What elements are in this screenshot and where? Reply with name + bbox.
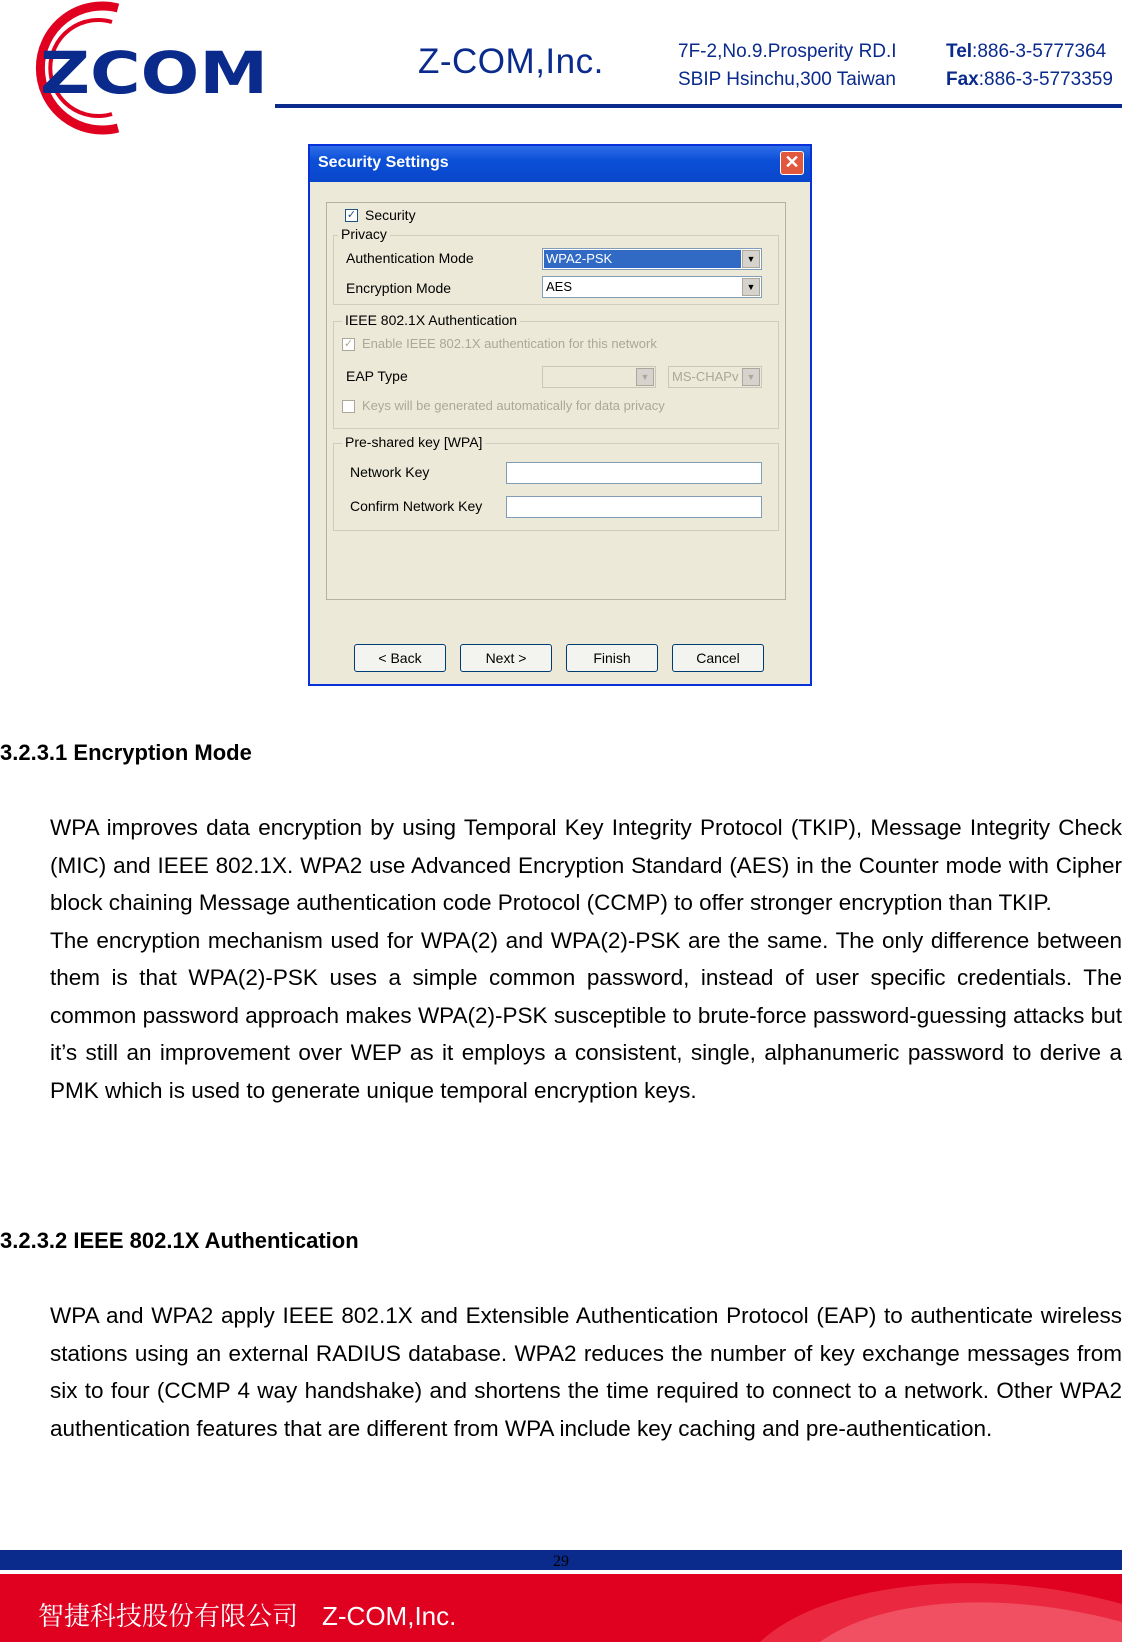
confirm-key-input[interactable] [506, 496, 762, 518]
tel-value: :886-3-5777364 [972, 41, 1107, 62]
settings-panel [326, 202, 786, 600]
eap-inner-select[interactable] [668, 366, 762, 388]
footer-company [38, 1596, 456, 1633]
auth-mode-value: WPA2-PSK [544, 250, 741, 268]
enable-ieee-label: Enable IEEE 802.1X authentication for this network [362, 336, 657, 351]
section-heading-ieee-auth: 3.2.3.2 IEEE 802.1X Authentication [0, 1228, 359, 1253]
address-line-2: SBIP Hsinchu,300 Taiwan [678, 69, 896, 90]
keys-auto-label: Keys will be generated automatically for data privacy [362, 398, 665, 413]
finish-button[interactable]: Finish [566, 644, 658, 672]
paragraph: WPA and WPA2 apply IEEE 802.1X and Extensible Authentication Protocol (EAP) to authenticate wireless stations using an external RADIUS database. WPA2 reduces the number of key exchange messages from six to four (CCMP 4 way handshake) and shortens the time required to connect to a network. Other WPA2 authentication features that are different from WPA include key caching and pre-authentication. [50, 1303, 1122, 1441]
paragraph: WPA improves data encryption by using Temporal Key Integrity Protocol (TKIP), Message Integrity Check (MIC) and IEEE 802.1X. WPA2 use Advanced Encryption Standard (AES) in the Counter mode with Cipher block chaining Message authentication code Protocol (CCMP) to offer stronger encryption than TKIP. [50, 815, 1122, 915]
footer-company-cn: 智捷科技股份有限公司 [38, 1601, 299, 1631]
header-address [678, 38, 897, 94]
psk-group [333, 434, 779, 531]
ieee-group [333, 312, 779, 429]
chevron-down-icon: ▼ [742, 250, 760, 268]
paragraph: The encryption mechanism used for WPA(2) and WPA(2)-PSK are the same. The only difference between them is that WPA(2)-PSK uses a simple common password, instead of user specific credentials. The common password approach makes WPA(2)-PSK susceptible to brute-force password-guessing attacks but it’s still an improvement over WEP as it employs a consistent, single, alphanumeric password to derive a PMK which is used to generate unique temporal encryption keys. [50, 927, 1122, 1103]
section-heading-encryption-mode: 3.2.3.1 Encryption Mode [0, 740, 252, 765]
next-button[interactable]: Next > [460, 644, 552, 672]
enc-mode-select[interactable] [542, 276, 762, 298]
auth-mode-label: Authentication Mode [346, 250, 474, 266]
ieee-title: IEEE 802.1X Authentication [342, 312, 520, 328]
network-key-input[interactable] [506, 462, 762, 484]
header-company-name: Z-COM,Inc. [418, 42, 604, 81]
enc-mode-label: Encryption Mode [346, 280, 452, 296]
page-number: 29 [553, 1553, 569, 1570]
keys-auto-checkbox[interactable] [342, 400, 355, 413]
back-button[interactable]: < Back [354, 644, 446, 672]
eap-type-label: EAP Type [346, 368, 408, 384]
chevron-down-icon: ▼ [742, 368, 760, 386]
cancel-button[interactable]: Cancel [672, 644, 764, 672]
close-icon[interactable]: ✕ [780, 151, 804, 175]
footer-company-en: Z-COM,Inc. [322, 1601, 457, 1631]
security-checkbox[interactable]: ✓ [346, 209, 357, 221]
address-line-1: 7F-2,No.9.Prosperity RD.I [678, 41, 897, 62]
logo-text: ZCOM [40, 39, 268, 107]
fax-label: Fax [946, 69, 979, 90]
eap-inner-value: MS-CHAPv [672, 369, 739, 384]
zcom-logo [0, 0, 275, 135]
section-body-ieee-auth [50, 1297, 1122, 1447]
chevron-down-icon: ▼ [742, 278, 760, 296]
dialog-title: Security Settings [318, 154, 449, 171]
enable-ieee-checkbox[interactable]: ✓ [343, 338, 354, 350]
fax-value: :886-3-5773359 [978, 69, 1113, 90]
eap-type-select[interactable] [542, 366, 656, 388]
dialog-titlebar [310, 146, 810, 182]
section-body-encryption-mode [50, 809, 1122, 1109]
network-key-label: Network Key [350, 464, 430, 480]
security-label: Security [365, 207, 416, 223]
header-rule [275, 104, 1122, 108]
header-contact [946, 38, 1113, 94]
auth-mode-select[interactable] [542, 248, 762, 270]
privacy-title: Privacy [338, 226, 390, 242]
chevron-down-icon: ▼ [636, 368, 654, 386]
tel-label: Tel [946, 41, 973, 62]
privacy-group [333, 226, 779, 305]
psk-title: Pre-shared key [WPA] [342, 434, 485, 450]
security-settings-dialog [308, 144, 812, 686]
confirm-key-label: Confirm Network Key [350, 498, 483, 514]
enc-mode-value: AES [546, 279, 573, 294]
